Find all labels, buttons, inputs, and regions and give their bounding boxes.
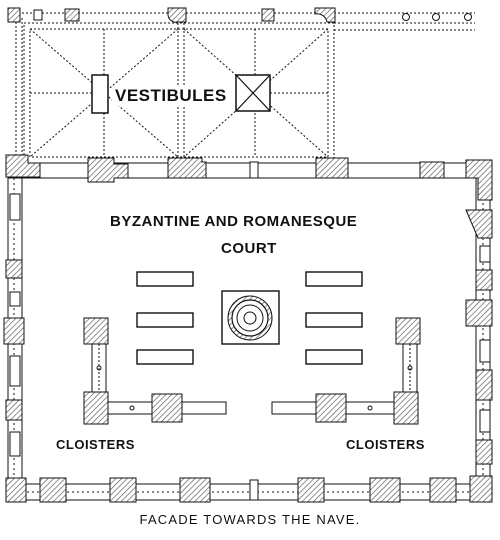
- court-title-line1: BYZANTINE AND ROMANESQUE: [110, 213, 358, 230]
- display-cases-left: [137, 272, 193, 364]
- central-fountain: [222, 291, 279, 344]
- court-title-line2: COURT: [221, 240, 277, 257]
- vestibules-label: VESTIBULES: [112, 86, 230, 106]
- cloister-left: [84, 318, 226, 424]
- display-cases-right: [306, 272, 362, 364]
- cloisters-label-right: CLOISTERS: [346, 437, 425, 452]
- vestibule-block: [10, 13, 475, 163]
- vestibule-boss-left: [92, 75, 108, 113]
- cloisters-label-left: CLOISTERS: [56, 437, 135, 452]
- plan-caption: FACADE TOWARDS THE NAVE.: [139, 512, 361, 527]
- cloister-right: [272, 318, 420, 424]
- vestibule-piers: [8, 8, 335, 22]
